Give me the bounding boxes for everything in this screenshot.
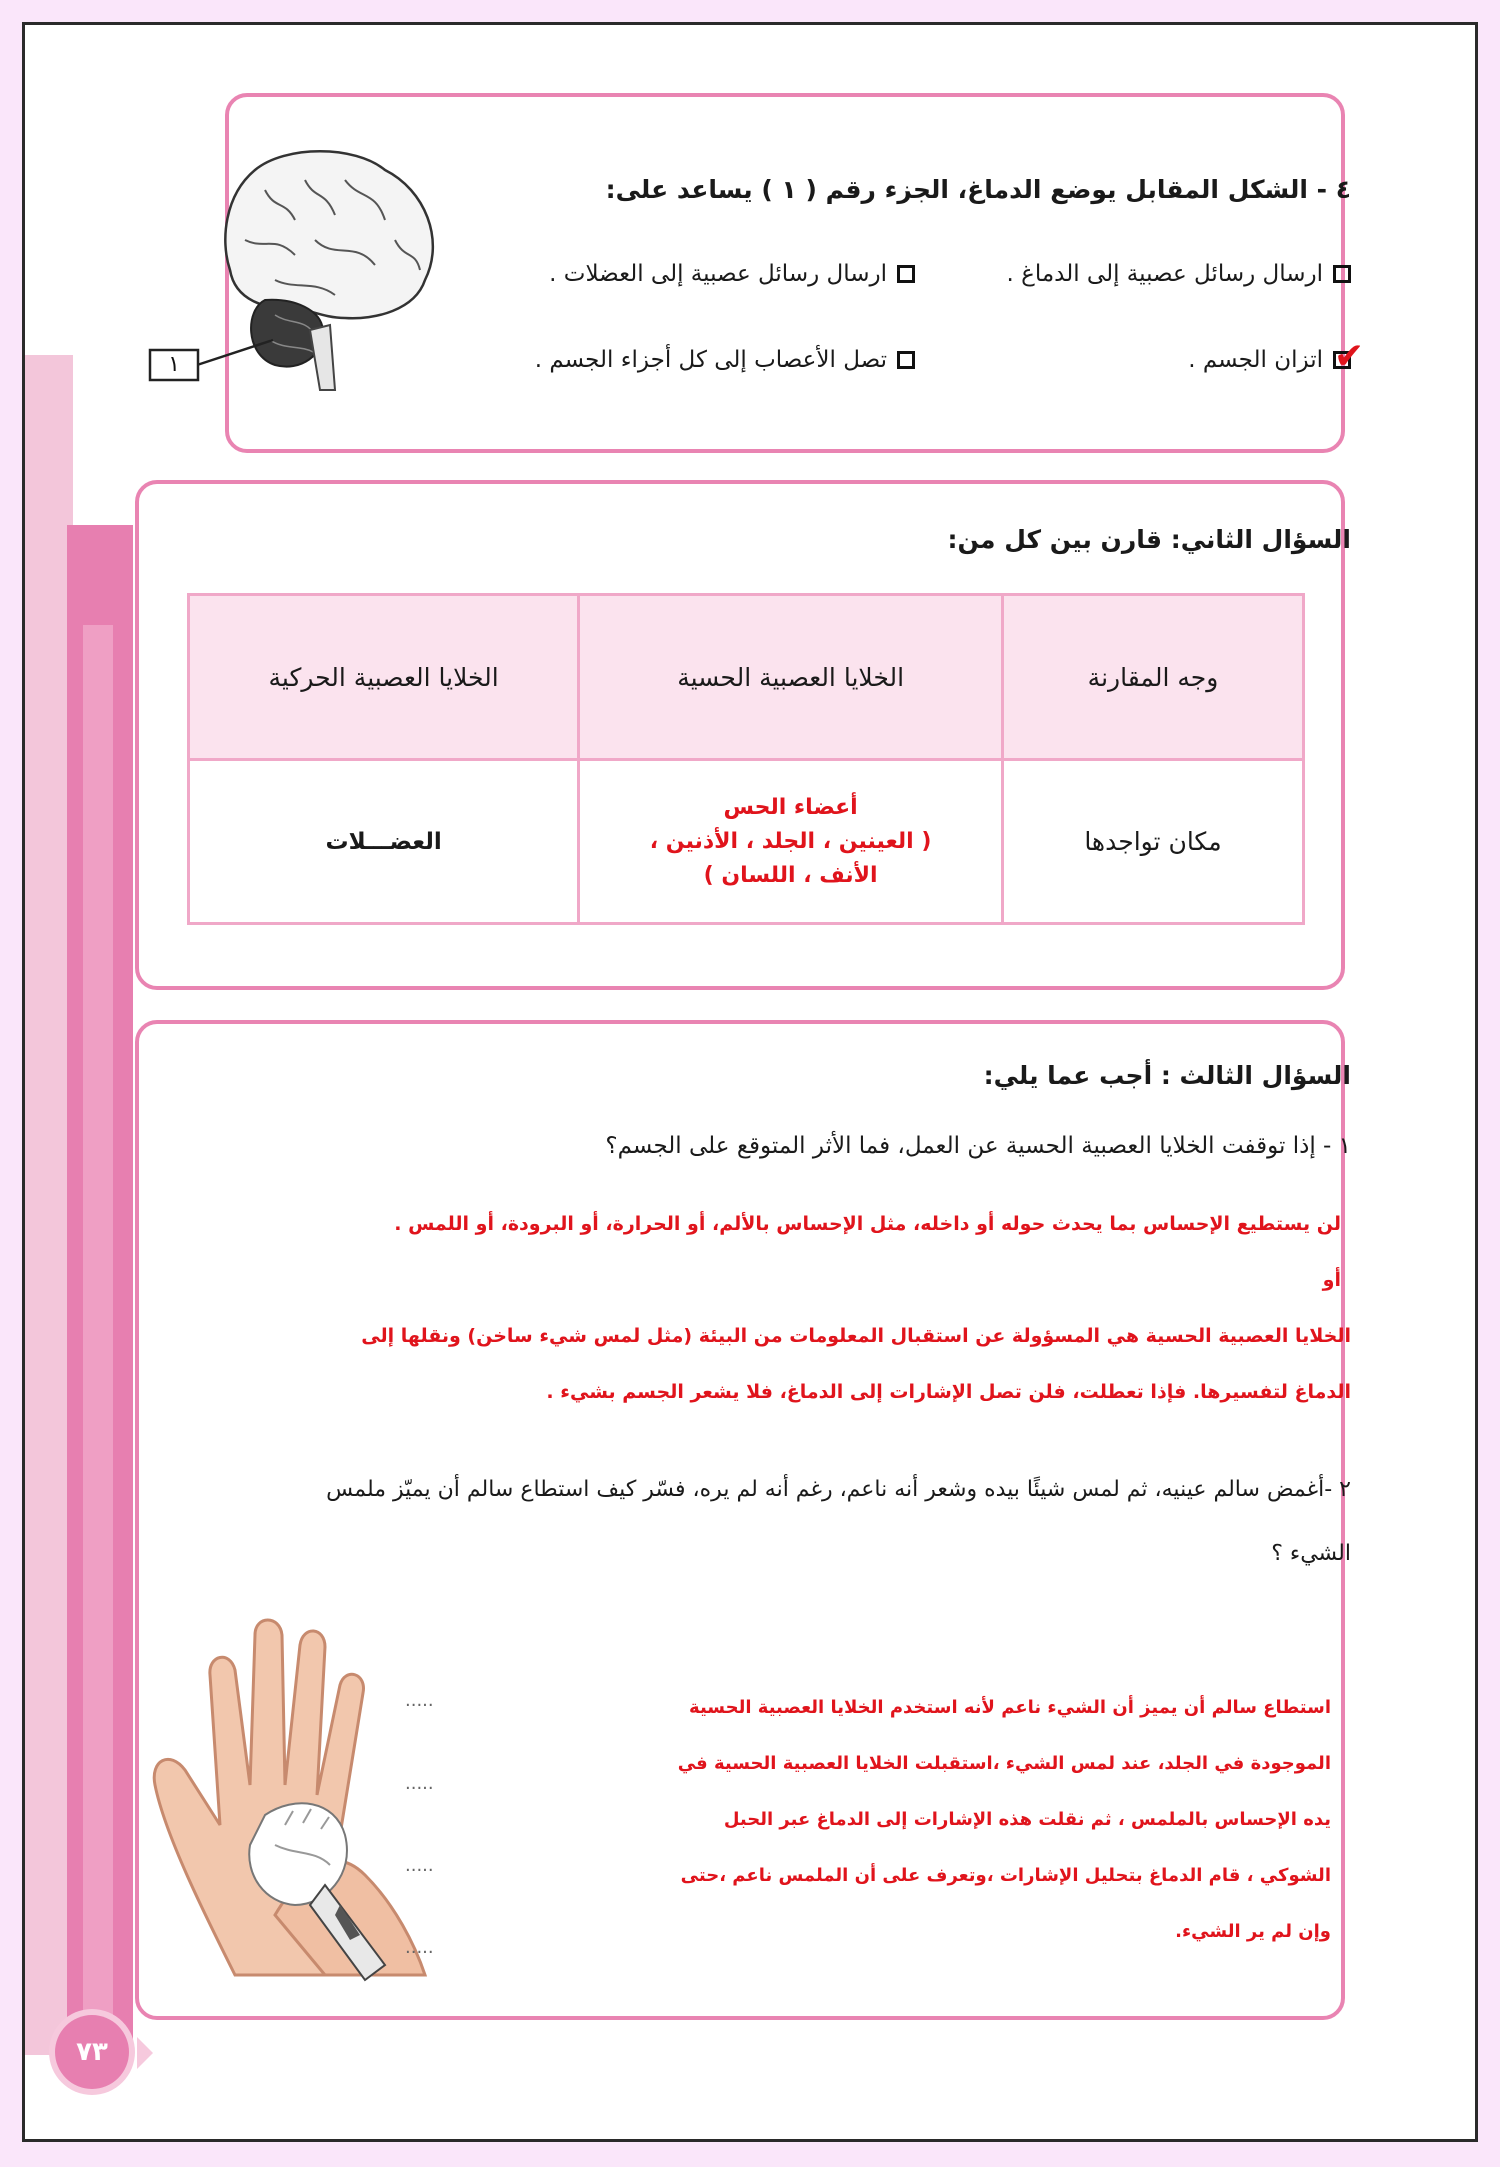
- table-header-row: [189, 595, 1304, 760]
- header-sensory: الخلايا العصبية الحسية: [579, 595, 1003, 760]
- checkmark-icon: ✔: [1334, 336, 1365, 377]
- answer-dots: .....: [405, 1690, 434, 1711]
- answer-2-line-1: استطاع سالم أن يميز أن الشيء ناعم لأنه استخدم الخلايا العصبية الحسية: [689, 1697, 1331, 1718]
- decorative-side-band: [25, 355, 73, 2055]
- answer-1-line-3: الدماغ لتفسيرها. فإذا تعطلت، فلن تصل الإشارات إلى الدماغ، فلا يشعر الجسم بشيء .: [546, 1381, 1351, 1403]
- answer-1-line-2: الخلايا العصبية الحسية هي المسؤولة عن استقبال المعلومات من البيئة (مثل لمس شيء ساخن) ونقلها إلى: [361, 1325, 1351, 1347]
- answer-dots: .....: [405, 1773, 434, 1794]
- answer-2-line-5: وإن لم ير الشيء.: [1175, 1921, 1331, 1942]
- checkbox[interactable]: [897, 265, 915, 283]
- sensory-answer-cell: أعضاء الحس ( العينين ، الجلد ، الأذنين ، الأنف ، اللسان ): [579, 760, 1003, 924]
- answer-dots: .....: [405, 1937, 434, 1958]
- part-number-label: ١: [168, 352, 180, 377]
- table-row: [189, 760, 1304, 924]
- header-motor: الخلايا العصبية الحركية: [189, 595, 579, 760]
- header-aspect: وجه المقارنة: [1002, 595, 1303, 760]
- checkbox[interactable]: [1333, 265, 1351, 283]
- option-nerves-reach-body[interactable]: تصل الأعصاب إلى كل أجزاء الجسم .: [535, 347, 915, 373]
- answer-dots: .....: [405, 1855, 434, 1876]
- decorative-side-band-inner: [83, 625, 113, 2025]
- answer-1-line-1: لن يستطيع الإحساس بما يحدث حوله أو داخله، مثل الإحساس بالألم، أو الحرارة، أو البرودة، أو اللمس .: [394, 1213, 1341, 1235]
- page-number: ٧٣: [76, 2037, 108, 2067]
- question-4-title: ٤ - الشكل المقابل يوضع الدماغ، الجزء رقم ( ١ ) يساعد على:: [605, 175, 1351, 204]
- option-send-to-brain[interactable]: ارسال رسائل عصبية إلى الدماغ .: [1006, 261, 1351, 287]
- question-3-title: السؤال الثالث : أجب عما يلي:: [983, 1061, 1351, 1090]
- row-label-location: مكان تواجدها: [1002, 760, 1303, 924]
- page-number-badge: [55, 2015, 129, 2089]
- answer-1-or: أو: [1322, 1269, 1341, 1291]
- question-3-sub-1: ١ - إذا توقفت الخلايا العصبية الحسية عن العمل، فما الأثر المتوقع على الجسم؟: [605, 1133, 1351, 1159]
- question-2-title: السؤال الثاني: قارن بين كل من:: [947, 525, 1351, 554]
- question-3-sub-2-line-1: ٢ -أغمض سالم عينيه، ثم لمس شيئًا بيده وشعر أنه ناعم، رغم أنه لم يره، فسّر كيف استطاع سالم أن يميّز ملمس: [326, 1477, 1351, 1502]
- answer-2-line-2: الموجودة في الجلد، عند لمس الشيء ،استقبلت الخلايا العصبية الحسية في: [677, 1753, 1331, 1774]
- checkbox[interactable]: [897, 351, 915, 369]
- question-3-sub-2-line-2: الشيء ؟: [1271, 1541, 1351, 1566]
- answer-2-line-4: الشوكي ، قام الدماغ بتحليل الإشارات ،وتعرف على أن الملمس ناعم ،حتى: [680, 1865, 1331, 1886]
- answer-2-line-3: يده الإحساس بالملمس ، ثم نقلت هذه الإشارات إلى الدماغ عبر الحبل: [723, 1809, 1331, 1830]
- motor-answer-cell: العضـــلات: [189, 760, 579, 924]
- option-body-balance[interactable]: ✔ اتزان الجسم .: [1188, 336, 1365, 377]
- comparison-table: [187, 593, 1305, 925]
- worksheet-page: [22, 22, 1478, 2142]
- checkbox-checked[interactable]: [1333, 336, 1365, 377]
- option-send-to-muscles[interactable]: ارسال رسائل عصبية إلى العضلات .: [549, 261, 915, 287]
- page-arrow-icon: [137, 2037, 153, 2069]
